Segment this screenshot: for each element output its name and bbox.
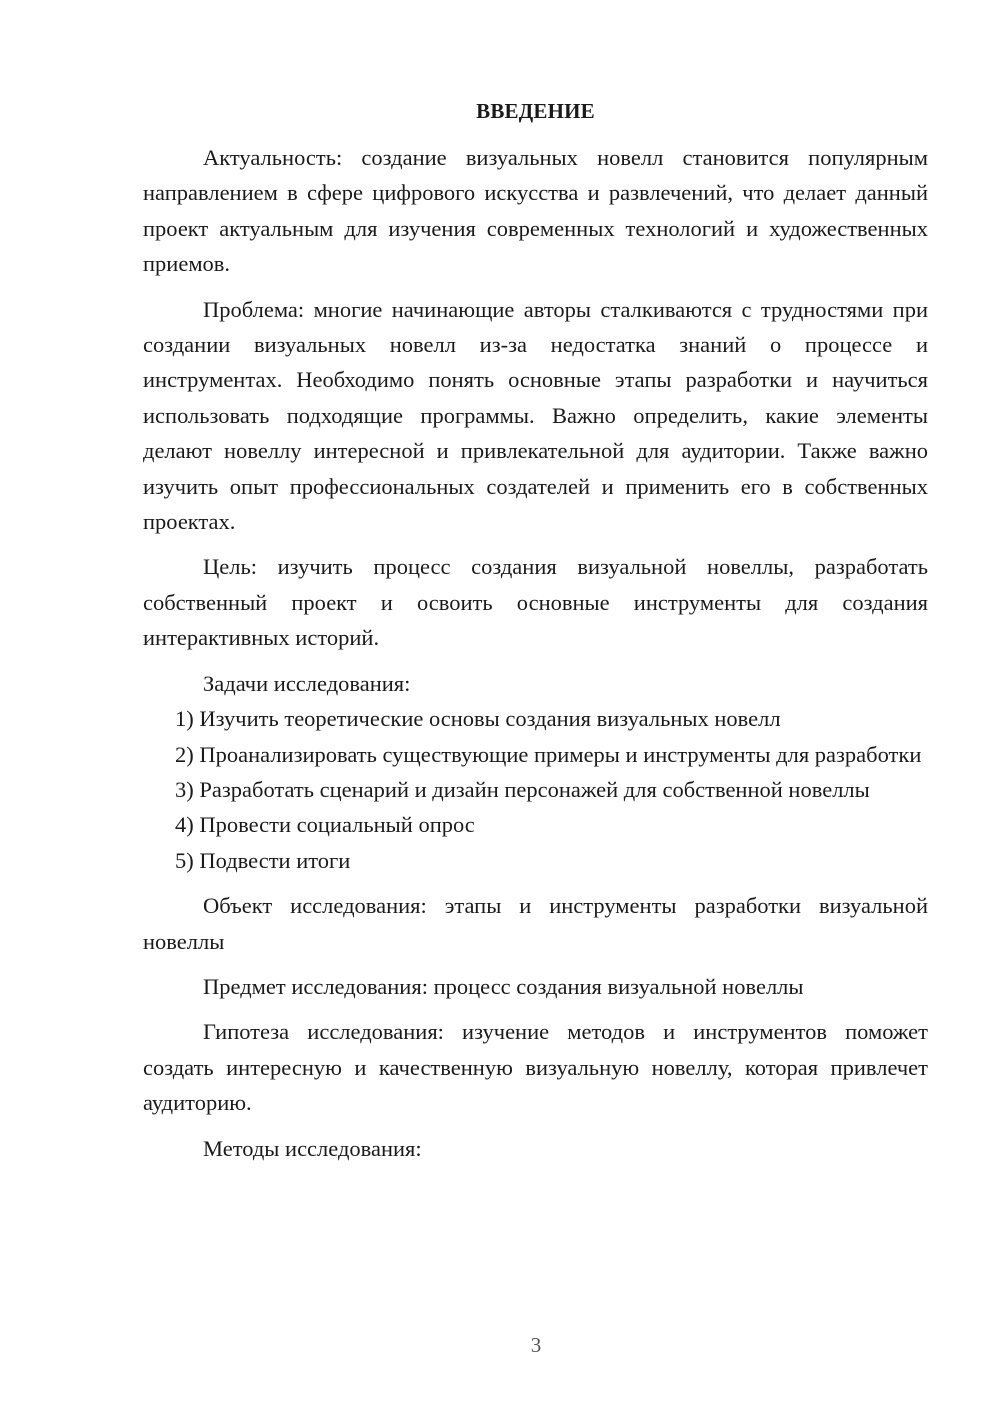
tasks-heading: Задачи исследования: bbox=[203, 670, 411, 696]
relevance-paragraph: Актуальность: создание визуальных новелл становится популярным направлением в сфере цифрового искусства и развлечений, что делает данный проект актуальным для изучения современных технологий и художественных приемов. bbox=[143, 145, 928, 277]
task-item-3: 3) Разработать сценарий и дизайн персонажей для собственной новеллы bbox=[175, 776, 870, 802]
task-item-1: 1) Изучить теоретические основы создания визуальных новелл bbox=[175, 706, 781, 732]
task-item-4: 4) Провести социальный опрос bbox=[175, 812, 475, 838]
page-number: 3 bbox=[530, 1333, 542, 1357]
task-item-5: 5) Подвести итоги bbox=[175, 847, 351, 873]
methods-heading: Методы исследования: bbox=[203, 1135, 422, 1161]
page-title: ВВЕДЕНИЕ bbox=[476, 99, 595, 123]
object-paragraph: Объект исследования: этапы и инструменты разработки визуальной новеллы bbox=[143, 893, 928, 954]
page-body bbox=[143, 96, 928, 1166]
hypothesis-paragraph: Гипотеза исследования: изучение методов и инструментов поможет создать интересную и качественную визуальную новеллу, которая привлечет аудиторию. bbox=[143, 1019, 928, 1116]
problem-paragraph: Проблема: многие начинающие авторы сталкиваются с трудностями при создании визуальных новелл из-за недостатка знаний о процессе и инструментах. Необходимо понять основные этапы разработки и научиться использовать подходящие программы. Важно определить, какие элементы делают новеллу интересной и привлекательной для аудитории. Также важно изучить опыт профессиональных создателей и применить его в собственных проектах. bbox=[143, 296, 928, 535]
task-item-2: 2) Проанализировать существующие примеры и инструменты для разработки bbox=[175, 741, 922, 767]
goal-paragraph: Цель: изучить процесс создания визуальной новеллы, разработать собственный проект и освоить основные инструменты для создания интерактивных историй. bbox=[143, 554, 928, 651]
subject-paragraph: Предмет исследования: процесс создания визуальной новеллы bbox=[203, 973, 804, 999]
